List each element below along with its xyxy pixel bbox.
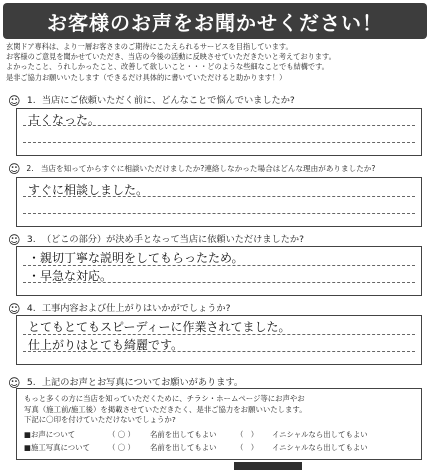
- question-4: [8, 300, 230, 316]
- row-label: ■お声について: [24, 430, 76, 439]
- handwritten-answer: ・親切丁寧な説明をしてもらったため。: [28, 251, 244, 265]
- answer-line: [23, 142, 415, 143]
- consent-row-voice: [24, 429, 368, 440]
- handwritten-answer: 古くなった。: [28, 113, 101, 127]
- question-text: 工事内容および仕上がりはいかがでしょうか?: [41, 303, 231, 314]
- handwritten-answer: 仕上がりはとても綺麗です。: [28, 338, 184, 352]
- page-title: お客様のお声をお聞かせください！: [47, 10, 383, 35]
- smile-face-icon: ☺: [8, 375, 21, 390]
- blank-mark[interactable]: （ ）: [236, 430, 259, 439]
- footer-bar: [234, 462, 302, 470]
- question-text: 上記のお声とお写真についてお願いがあります。: [41, 377, 244, 388]
- consent-line: 下記に〇印を付けていただけないでしょうか?: [24, 415, 176, 424]
- option-initial-ok: イニシャルなら出してもよい: [272, 443, 368, 452]
- question-2: [8, 162, 375, 176]
- question-number: 4.: [26, 303, 36, 314]
- intro-line: お客様のご意見を聞かせていただき、当店の今後の活動に反映させていただきたいと考えております。: [6, 52, 336, 62]
- intro-line: 是非ご協力お願いいたします（できるだけ具体的に書いていただけると助かります！）: [6, 72, 287, 82]
- intro-line: よかったこと、うれしかったこと、改善して欲しいこと・・・どのような些細なことでも結構です。: [6, 62, 329, 72]
- option-initial-ok: イニシャルなら出してもよい: [272, 430, 368, 439]
- question-text: （どこの部分）が決め手となって当店に依頼いただけましたか?: [41, 234, 304, 245]
- circle-mark[interactable]: （ 〇 ）: [108, 430, 135, 439]
- question-3: [8, 231, 304, 247]
- question-number: 2.: [26, 164, 34, 173]
- row-label: ■施工写真について: [24, 443, 90, 452]
- question-text: 当店を知ってからすぐに相談いただけましたか?連絡しなかった場合はどんな理由がありましたか?: [40, 164, 376, 173]
- question-number: 3.: [26, 234, 36, 245]
- consent-line: もっと多くの方に当店を知っていただくために、チラシ・ホームページ等にお声やお: [24, 394, 305, 403]
- smile-face-icon: ☺: [8, 162, 21, 176]
- handwritten-answer: ・早急な対応。: [28, 269, 113, 283]
- consent-line: 写真（施工前/施工後）を掲載させていただきたく、是非ご協力をお願いいたします。: [24, 404, 307, 414]
- question-1: [8, 92, 295, 108]
- smile-face-icon: ☺: [8, 232, 21, 247]
- question-text: 当店にご依頼いただく前に、どんなことで悩んでいましたか?: [41, 95, 295, 106]
- consent-row-photo: [24, 442, 368, 453]
- consent-text: [24, 394, 420, 426]
- handwritten-answer: とてもとてもスピーディーに作業されてました。: [28, 320, 291, 334]
- question-number: 1.: [26, 95, 36, 106]
- smile-face-icon: ☺: [8, 93, 21, 108]
- option-name-ok: 名前を出してもよい: [150, 443, 217, 452]
- handwritten-answer: すぐに相談しました。: [28, 183, 149, 197]
- page-title-banner: [3, 3, 427, 39]
- intro-text: [6, 42, 426, 83]
- circle-mark[interactable]: （ 〇 ）: [108, 443, 135, 452]
- intro-line: 玄関ドア専科は、より一層お客さまのご期待にこたえられるサービスを目指しています。: [6, 42, 293, 51]
- smile-face-icon: ☺: [8, 301, 21, 316]
- question-number: 5.: [26, 377, 36, 388]
- option-name-ok: 名前を出してもよい: [150, 430, 217, 439]
- blank-mark[interactable]: （ ）: [236, 443, 259, 452]
- answer-line: [23, 213, 415, 214]
